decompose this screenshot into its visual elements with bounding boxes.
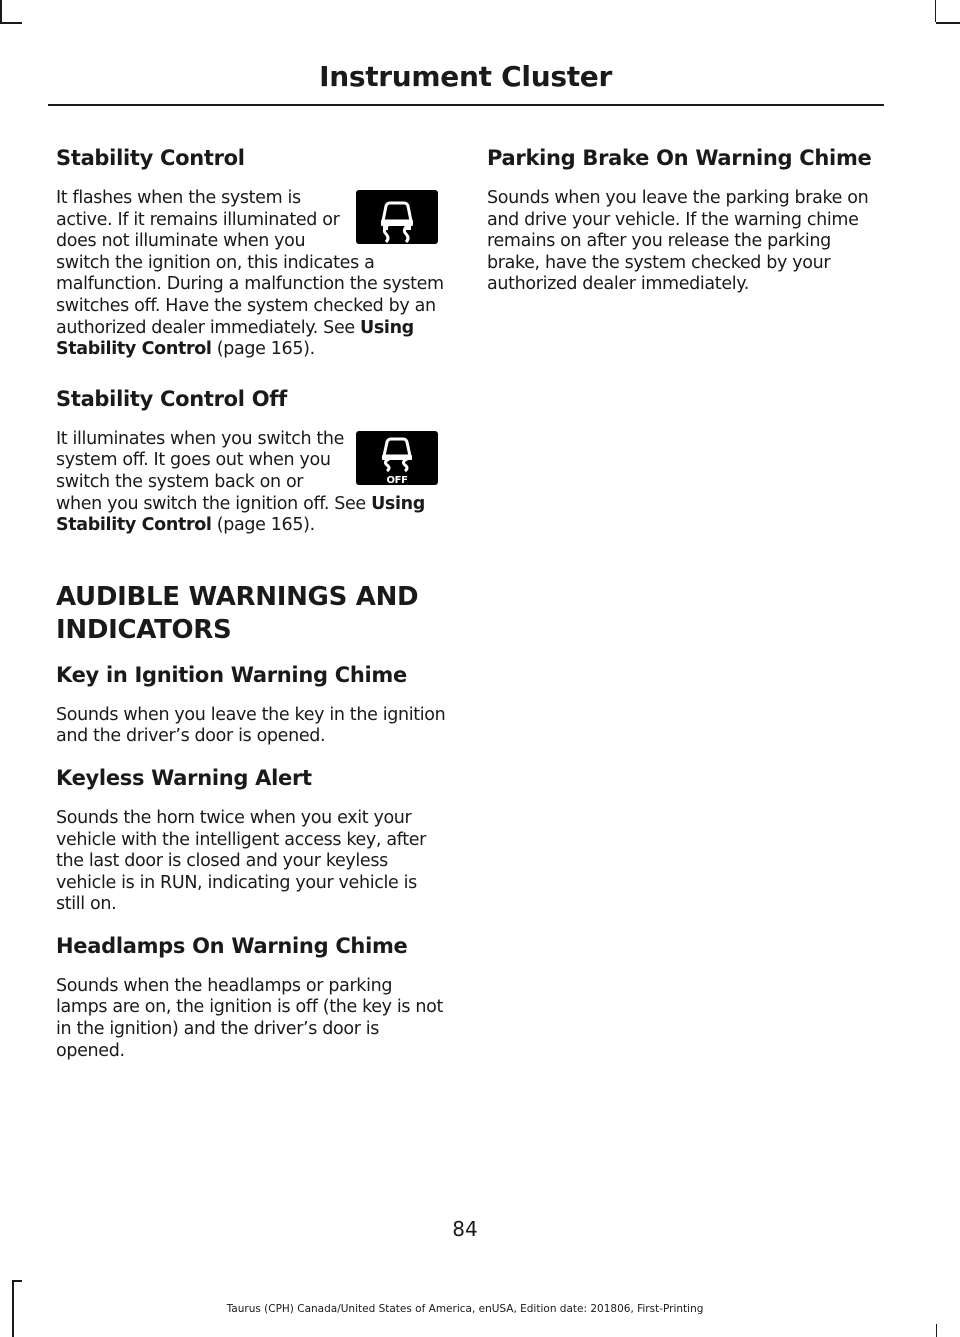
parking-brake-heading: Parking Brake On Warning Chime — [487, 146, 872, 170]
crop-mark — [935, 0, 937, 22]
keyless-warning-heading: Keyless Warning Alert — [56, 765, 312, 790]
keyless-warning-text: Sounds the horn twice when you exit your vehicle with the intelligent access key, after the last door is closed and your keyless vehicle is in RUN, indicating your vehicle is still on. — [56, 807, 427, 915]
key-in-ignition-heading: Key in Ignition Warning Chime — [56, 662, 407, 687]
xref-link[interactable]: Using Stability Control — [56, 317, 414, 360]
crop-mark — [12, 1280, 22, 1282]
headlamps-on-text: Sounds when the headlamps or parking lamps are on, the ignition is off (the key is not in the ignition) and the driver’s door is opened. — [56, 975, 443, 1061]
right-column — [487, 144, 879, 296]
key-in-ignition-text: Sounds when you leave the key in the ignition and the driver’s door is opened. — [56, 704, 446, 747]
crop-mark — [936, 22, 960, 24]
crop-mark — [936, 1324, 938, 1337]
header-divider — [48, 104, 884, 106]
xref-link[interactable]: Using Stability Control — [56, 493, 425, 536]
stability-control-heading: Stability Control — [56, 146, 245, 170]
stability-control-off-icon — [356, 431, 438, 485]
left-column — [56, 144, 448, 1062]
crop-mark — [0, 0, 2, 22]
stability-control-icon — [356, 190, 438, 244]
section-title: AUDIBLE WARNINGS AND INDICATORS — [56, 581, 419, 645]
parking-brake-text: Sounds when you leave the parking brake on and drive your vehicle. If the warning chime remains on after you release the parking brake, have the system checked by your authorized dealer immediately. — [487, 188, 869, 295]
icon-off-label: OFF — [386, 474, 408, 485]
page-number: 84 — [452, 1217, 478, 1241]
crop-mark — [0, 22, 22, 24]
stability-control-text: It flashes when the system is active. If it remains illuminated or does not illuminate when you switch the ignition on, this indicates a malfunction. During a malfunction the system switches off. Have the system checked by an authorized dealer immediately. See Using Stability Control (page 165). — [56, 188, 444, 360]
stability-control-off-heading: Stability Control Off — [56, 386, 287, 411]
edition-footer: Taurus (CPH) Canada/United States of America, enUSA, Edition date: 201806, First-Printing — [226, 1303, 704, 1315]
page-title: Instrument Cluster — [319, 60, 612, 93]
stability-control-off-text: OFF It illuminates when you switch the system off. It goes out when you switch the system back on or when you switch the ignition off. See Using Stability Control (page 165). — [56, 429, 448, 537]
headlamps-on-heading: Headlamps On Warning Chime — [56, 933, 408, 958]
